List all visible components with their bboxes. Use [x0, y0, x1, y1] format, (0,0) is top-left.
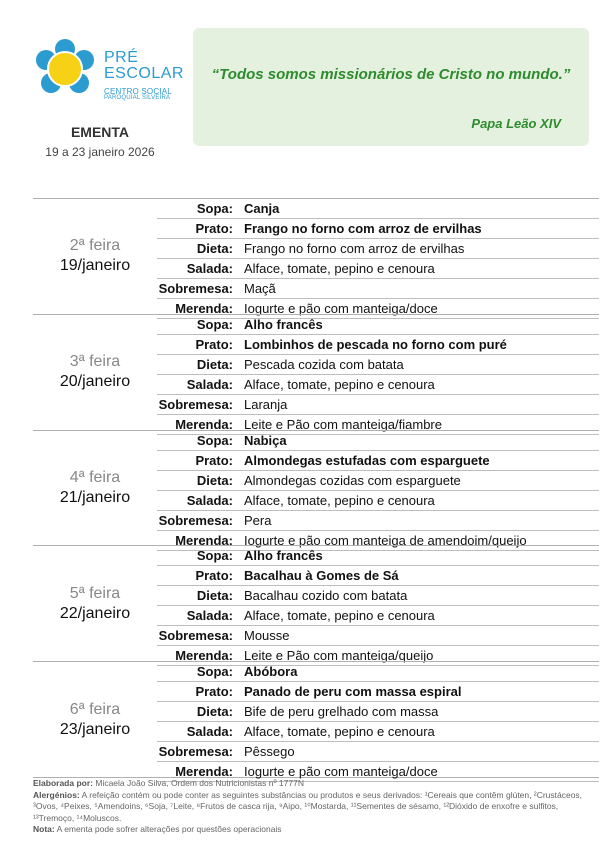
- meal-row-label: Salada:: [186, 261, 233, 276]
- meal-row-value: Bacalhau cozido com batata: [244, 588, 408, 604]
- meal-row-value: Nabiça: [244, 432, 287, 448]
- meal-row-value: Alho francês: [244, 316, 323, 332]
- meal-row-label: Salada:: [186, 376, 233, 392]
- meal-row-value: Mousse: [244, 628, 290, 644]
- meal-row-label: Sopa:: [196, 664, 233, 680]
- meal-row-label: Sopa:: [196, 316, 233, 332]
- day-label: [33, 662, 157, 777]
- day-date: 22/janeiro: [59, 604, 131, 622]
- meal-row-label: Merenda:: [175, 532, 233, 548]
- day-block: [33, 314, 599, 430]
- meal-row-label: Salada:: [186, 608, 233, 624]
- meal-row: [157, 491, 599, 511]
- meal-row-label: Salada:: [186, 492, 233, 508]
- day-date: 21/janeiro: [59, 488, 131, 506]
- logo-text-escolar: ESCOLAR: [104, 65, 184, 82]
- meal-row-value: Panado de peru com massa espiral: [244, 684, 462, 700]
- meal-row-value: Alface, tomate, pepino e cenoura: [244, 261, 435, 276]
- meal-row-value: Pescada cozida com batata: [244, 356, 404, 372]
- day-weekday: 2ª feira: [69, 237, 121, 255]
- footer-nota: [33, 824, 599, 836]
- footer-elaborada-label: Elaborada por:: [33, 778, 93, 788]
- meal-row-label: Sopa:: [196, 548, 233, 564]
- meal-row-label: Sobremesa:: [158, 281, 233, 296]
- meal-row-label: Sobremesa:: [158, 396, 233, 412]
- meal-row: [157, 722, 599, 742]
- meal-row-value: Leite e Pão com manteiga/fiambre: [244, 416, 442, 432]
- meal-row-value: Alface, tomate, pepino e cenoura: [244, 376, 435, 392]
- meal-row-label: Merenda:: [175, 416, 233, 432]
- meal-row-value: Frango no forno com arroz de ervilhas: [244, 241, 465, 256]
- meal-rows: [157, 315, 599, 435]
- meal-row: [157, 606, 599, 626]
- day-date: 20/janeiro: [59, 373, 131, 391]
- day-block: [33, 545, 599, 664]
- meal-row: [157, 279, 599, 299]
- meal-row-label: Prato:: [195, 221, 233, 236]
- meal-row-value: Almondegas estufadas com esparguete: [244, 452, 490, 468]
- day-weekday: 3ª feira: [69, 353, 121, 371]
- meal-row: [157, 395, 599, 415]
- footer-alergenios-text: A refeição contém ou pode conter as seguintes substâncias ou produtos e seus derivados: ¹Cereais que contêm glúten, ²Crustáceos, ³Ovos, ⁴Peixes, ⁵Amendoins, ⁶Soja, ⁷Leite, ⁸Frutos de casca rija, ⁹Aipo, ¹⁰Mostarda, ¹¹Sementes de sésamo, ¹²Dióxido de enxofre e sulfitos, ¹³Tremoço, ¹⁴Moluscos.: [33, 789, 583, 823]
- meal-row-label: Sobremesa:: [158, 628, 233, 644]
- meal-row-value: Bife de peru grelhado com massa: [244, 704, 439, 720]
- footer-alergenios: [33, 790, 599, 825]
- meal-row-label: Merenda:: [175, 301, 233, 316]
- day-weekday: 5ª feira: [69, 584, 121, 602]
- day-weekday: 4ª feira: [69, 468, 121, 486]
- day-date: 19/janeiro: [59, 257, 131, 275]
- day-date: 23/janeiro: [59, 720, 131, 738]
- meal-row-label: Sobremesa:: [158, 744, 233, 760]
- meal-row-value: Alface, tomate, pepino e cenoura: [244, 492, 435, 508]
- footer-nota-label: Nota:: [33, 824, 55, 834]
- day-weekday: 6ª feira: [69, 700, 121, 718]
- footer-alergenios-label: Alergénios:: [33, 789, 80, 800]
- meal-row: [157, 315, 599, 335]
- meal-row-value: Iogurte e pão com manteiga/doce: [244, 301, 438, 316]
- meal-row-value: Bacalhau à Gomes de Sá: [244, 568, 399, 584]
- meal-row: [157, 511, 599, 531]
- day-label: [33, 546, 157, 661]
- meal-row-label: Dieta:: [196, 472, 233, 488]
- footer-nota-text: A ementa pode sofrer alterações por questões operacionais: [56, 824, 282, 834]
- meal-row: [157, 682, 599, 702]
- quote-text: “Todos somos missionários de Cristo no mundo.”: [211, 66, 571, 83]
- week-dates: 19 a 23 janeiro 2026: [45, 145, 155, 159]
- meal-row: [157, 199, 599, 219]
- meal-row-value: Canja: [244, 201, 280, 216]
- meal-row-label: Sobremesa:: [158, 512, 233, 528]
- meal-row-label: Dieta:: [196, 588, 233, 604]
- day-block: [33, 198, 599, 314]
- meal-row: [157, 451, 599, 471]
- meal-row-label: Dieta:: [196, 356, 233, 372]
- footer-elaborada-text: Micaela João Silva, Ordem dos Nutricionistas nº 1777N: [95, 778, 304, 788]
- meal-row-value: Abóbora: [244, 664, 298, 680]
- quote-box: [193, 28, 589, 146]
- school-logo: [32, 38, 192, 102]
- meal-row-value: Alface, tomate, pepino e cenoura: [244, 608, 435, 624]
- meal-row-label: Merenda:: [175, 764, 233, 780]
- meal-row-label: Prato:: [195, 452, 233, 468]
- meal-rows: [157, 431, 599, 551]
- meal-row: [157, 335, 599, 355]
- meal-row-value: Pera: [244, 512, 272, 528]
- meal-row-value: Frango no forno com arroz de ervilhas: [244, 221, 482, 236]
- meal-row: [157, 219, 599, 239]
- meal-row: [157, 742, 599, 762]
- meal-row: [157, 626, 599, 646]
- meal-row: [157, 546, 599, 566]
- day-block: [33, 430, 599, 546]
- meal-row-value: Maçã: [244, 281, 276, 296]
- meal-row-label: Prato:: [195, 684, 233, 700]
- meal-rows: [157, 199, 599, 319]
- meal-row: [157, 471, 599, 491]
- meal-row-label: Dieta:: [196, 241, 233, 256]
- logo-text-centro-social: CENTRO SOCIAL: [104, 87, 172, 96]
- meal-row: [157, 355, 599, 375]
- day-label: [33, 199, 157, 314]
- meal-row: [157, 239, 599, 259]
- meal-row-label: Merenda:: [175, 648, 233, 664]
- footer-elaborada: [33, 778, 599, 790]
- logo-text-paroquial: PAROQUIAL SILVEIRA: [104, 95, 171, 101]
- meal-row-value: Lombinhos de pescada no forno com puré: [244, 336, 507, 352]
- day-label: [33, 431, 157, 546]
- meal-rows: [157, 662, 599, 782]
- meal-row-label: Dieta:: [196, 704, 233, 720]
- logo-text-pre: PRÉ: [104, 49, 139, 66]
- day-block: [33, 661, 599, 780]
- meal-row: [157, 586, 599, 606]
- meal-row-value: Pêssego: [244, 744, 295, 760]
- meal-row: [157, 375, 599, 395]
- quote-author: Papa Leão XIV: [471, 116, 561, 131]
- flower-logo-icon: [32, 38, 98, 102]
- meal-row-value: Almondegas cozidas com esparguete: [244, 472, 461, 488]
- meal-row-value: Iogurte e pão com manteiga/doce: [244, 764, 438, 780]
- meal-row-label: Salada:: [186, 724, 233, 740]
- meal-row-value: Laranja: [244, 396, 288, 412]
- meal-row: [157, 566, 599, 586]
- meal-row-value: Iogurte e pão com manteiga de amendoim/queijo: [244, 532, 527, 548]
- meal-row-label: Prato:: [195, 568, 233, 584]
- meal-row-label: Sopa:: [196, 201, 233, 216]
- weekly-menu-table: [33, 198, 599, 778]
- meal-row-value: Alho francês: [244, 548, 323, 564]
- day-label: [33, 315, 157, 430]
- meal-row-label: Sopa:: [196, 432, 233, 448]
- meal-row: [157, 702, 599, 722]
- meal-row: [157, 431, 599, 451]
- footer: [33, 778, 599, 836]
- meal-row-label: Prato:: [195, 336, 233, 352]
- meal-row: [157, 662, 599, 682]
- meal-rows: [157, 546, 599, 666]
- meal-row-value: Alface, tomate, pepino e cenoura: [244, 724, 435, 740]
- meal-row: [157, 259, 599, 279]
- meal-row-value: Leite e Pão com manteiga/queijo: [244, 648, 434, 664]
- page-title: EMENTA: [70, 124, 130, 140]
